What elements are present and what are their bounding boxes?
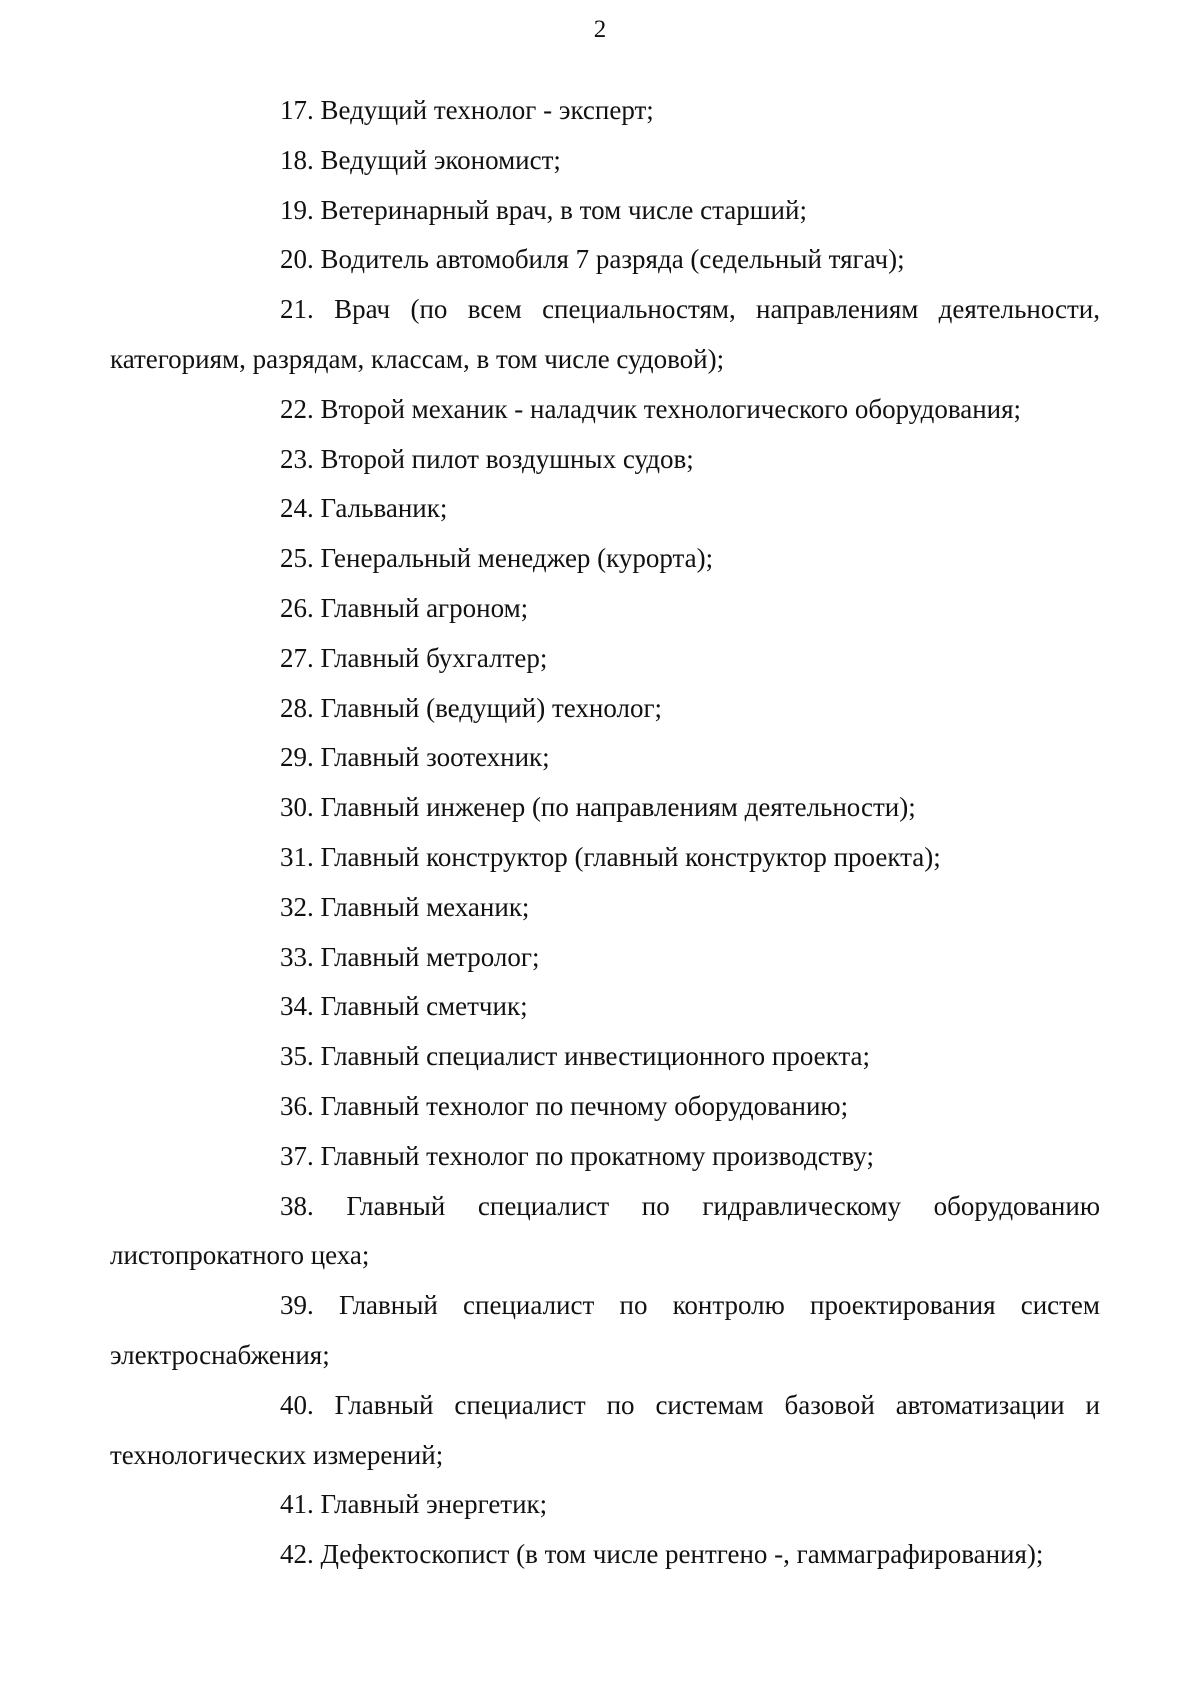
list-item: [110, 1480, 1100, 1530]
item-text: Главный энергетик;: [320, 1489, 548, 1520]
item-text: Главный специалист по гидравлическому оборудованию листопрокатного цеха;: [110, 1190, 1100, 1271]
item-number: 21.: [280, 294, 314, 325]
list-item: [110, 385, 1100, 435]
item-number: 29.: [280, 742, 314, 773]
item-number: 25.: [280, 543, 314, 574]
item-text: Второй пилот воздушных судов;: [320, 443, 694, 474]
list-item: [110, 833, 1100, 883]
item-number: 24.: [280, 493, 314, 524]
list-item: [110, 1381, 1100, 1481]
list-item: [110, 435, 1100, 485]
list-item: [110, 136, 1100, 186]
item-text: Ведущий экономист;: [320, 144, 561, 175]
item-number: 42.: [280, 1539, 314, 1570]
list-item: [110, 1132, 1100, 1182]
list-item: [110, 285, 1100, 385]
item-text: Врач (по всем специальностям, направлениям деятельности, категориям, разрядам, классам, в том числе судовой);: [110, 294, 1100, 374]
item-text: Главный специалист по контролю проектирования систем электроснабжения;: [110, 1290, 1100, 1370]
list-item: [110, 186, 1100, 236]
item-number: 26.: [280, 592, 314, 623]
list-item: [110, 634, 1100, 684]
list-item: [110, 86, 1100, 136]
item-number: 34.: [280, 991, 314, 1022]
item-text: Главный зоотехник;: [320, 742, 550, 773]
list-item: [110, 733, 1100, 783]
item-number: 20.: [280, 244, 314, 275]
item-number: 39.: [280, 1290, 314, 1321]
list-item: [110, 484, 1100, 534]
item-number: 33.: [280, 941, 314, 972]
item-number: 36.: [280, 1090, 314, 1121]
item-text: Второй механик - наладчик технологического оборудования;: [320, 393, 1022, 424]
item-number: 17.: [280, 95, 314, 125]
item-text: Главный метролог;: [320, 941, 540, 972]
item-number: 37.: [280, 1140, 314, 1171]
item-number: 27.: [280, 642, 314, 673]
item-number: 31.: [280, 841, 314, 872]
list-item: [110, 235, 1100, 285]
list-item: [110, 584, 1100, 634]
item-text: Ведущий технолог - эксперт;: [320, 95, 654, 125]
item-text: Дефектоскопист (в том числе рентгено -, гаммаграфирования);: [320, 1539, 1044, 1570]
item-number: 38.: [280, 1190, 314, 1221]
item-text: Водитель автомобиля 7 разряда (седельный тягач);: [320, 244, 905, 275]
list-item: [110, 1032, 1100, 1082]
item-number: 22.: [280, 393, 314, 424]
item-number: 18.: [280, 144, 314, 175]
item-text: Гальваник;: [320, 493, 448, 524]
item-number: 35.: [280, 1041, 314, 1072]
item-text: Генеральный менеджер (курорта);: [320, 543, 714, 574]
list-item: [110, 1182, 1100, 1282]
item-text: Главный специалист по системам базовой автоматизации и технологических измерений;: [110, 1389, 1100, 1470]
item-text: Главный специалист инвестиционного проекта;: [320, 1041, 871, 1072]
item-number: 23.: [280, 443, 314, 474]
item-text: Главный (ведущий) технолог;: [320, 692, 663, 723]
list-item: [110, 1082, 1100, 1132]
item-text: Ветеринарный врач, в том числе старший;: [320, 194, 807, 225]
list-item: [110, 534, 1100, 584]
item-number: 28.: [280, 692, 314, 723]
item-text: Главный технолог по печному оборудованию;: [320, 1090, 849, 1121]
list-item: [110, 783, 1100, 833]
page-number: 2: [593, 16, 607, 43]
item-text: Главный инженер (по направлениям деятельности);: [320, 792, 916, 823]
list-item: [110, 883, 1100, 933]
list-item: [110, 684, 1100, 734]
list-item: [110, 1530, 1100, 1580]
item-text: Главный механик;: [320, 891, 530, 922]
item-text: Главный конструктор (главный конструктор проекта);: [320, 841, 941, 872]
item-number: 19.: [280, 194, 314, 225]
item-number: 32.: [280, 891, 314, 922]
position-list: [110, 86, 1100, 1580]
item-text: Главный сметчик;: [320, 991, 528, 1022]
item-text: Главный бухгалтер;: [320, 642, 548, 673]
item-text: Главный технолог по прокатному производству;: [320, 1140, 874, 1171]
item-number: 41.: [280, 1489, 314, 1520]
list-item: [110, 1281, 1100, 1381]
item-number: 30.: [280, 792, 314, 823]
item-text: Главный агроном;: [320, 592, 529, 623]
item-number: 40.: [280, 1389, 314, 1420]
list-item: [110, 982, 1100, 1032]
list-item: [110, 933, 1100, 983]
